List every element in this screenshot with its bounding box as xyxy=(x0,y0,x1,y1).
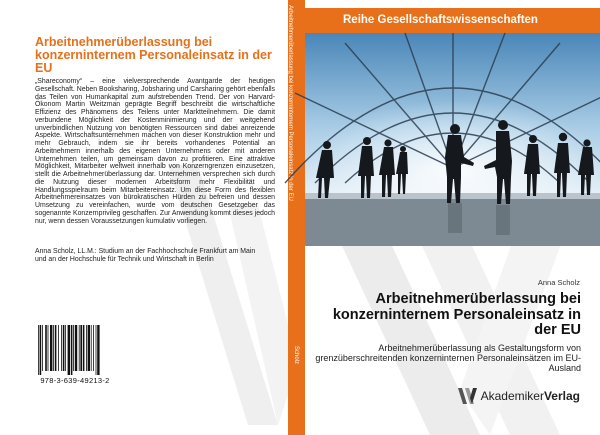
back-title: Arbeitnehmerüberlassung bei konzerninternem Personaleinsatz in der EU xyxy=(35,35,272,75)
author-bio xyxy=(35,248,280,264)
back-cover xyxy=(0,0,288,435)
barcode-bar xyxy=(93,325,94,371)
av-logo-icon xyxy=(458,388,478,404)
barcode-bar xyxy=(45,325,47,371)
barcode-bar xyxy=(71,325,73,375)
barcode-bar xyxy=(75,325,77,371)
front-title: Arbeitnehmerüberlassung bei konzerninternem Personaleinsatz in der EU xyxy=(332,291,581,338)
barcode-bar xyxy=(79,325,80,371)
front-author: Anna Scholz xyxy=(537,278,580,287)
barcode-bar xyxy=(91,325,92,371)
publisher-logo xyxy=(458,388,580,404)
author-bio-line-1: Anna Scholz, LL.M.: Studium an der Fachhochschule Frankfurt am Main xyxy=(35,248,256,255)
cover-photo xyxy=(305,33,600,246)
barcode-bar xyxy=(53,325,54,371)
barcode-bar xyxy=(58,325,59,371)
author-bio-line-2: und an der Hochschule für Technik und Wirtschaft in Berlin xyxy=(35,256,214,263)
barcode-bar xyxy=(96,325,97,375)
barcode-bar xyxy=(48,325,49,371)
publisher-prefix: Akademiker xyxy=(480,389,544,403)
barcode-bar xyxy=(65,325,66,371)
front-subtitle: Arbeitnehmerüberlassung als Gestaltungsform von grenzüberschreitenden konzerninternen Personaleinsätzen im EU-Ausland xyxy=(315,343,581,373)
barcode-bar xyxy=(63,325,65,371)
spine-title: Arbeitnehmerüberlassung bei konzerninternem Personaleinsatz in der EU xyxy=(287,5,293,201)
barcode-bar xyxy=(38,325,39,375)
barcode-icon xyxy=(34,323,116,375)
blurb-text: „Shareconomy“ – eine vielversprechende Avantgarde der heutigen Gesellschaft. Neben Booksharing, Jobsharing und Carsharing gehört ebenfalls das Teilen von Humankapital zum aufstrebenden Trend. Der von Harvard-Ökonom Martin Weitzman geprägte Begriff beschreibt die wirtschaftliche Effizienz des Phänomens des Teilens unter Marktteilnehmern. Die damit verbundene Möglichkeit der Kostenminimierung und der weitgehend unverbindlichen Nutzung von benötigten Ressourcen sind dabei anreizende Aspekte. Wirtschaftsunternehmen machen von dieser Konstruktion mehr und mehr Gebrauch, indem sie ihr bereits vorhandenes Potential an Arbeitnehmern innerhalb des eigenen Unternehmens oder mit anderen Unternehmen teilen, um gemeinsam davon zu profitieren. Eine attraktive Möglichkeit, Mitarbeiter weltweit innerhalb von Konzerngrenzen einzusetzen, stellt die Arbeitnehmerüberlassung dar. Unternehmen versprechen sich durch die Nutzung dieser modernen Arbeitsform mehr Flexibilität und Handlungsspielraum beim Mitarbeitereinsatz. Um diese Form des flexiblen Arbeitnehmereinsatzes von bürokratischen Hürden zu befreien und dessen Umsetzung zu vereinfachen, wurde vom deutschen Gesetzgeber das sogenannte Konzernprivileg geschaffen. Zur Anwendung kommt dieses jedoch nur, wenn dessen Voraussetzungen kumulativ vorliegen. xyxy=(35,78,275,225)
barcode-bar xyxy=(40,325,42,375)
barcode-bar xyxy=(61,325,62,371)
series-bar xyxy=(305,8,600,33)
spine-author: Scholz xyxy=(293,345,299,364)
publisher-suffix: Verlag xyxy=(543,389,580,403)
back-blurb xyxy=(35,78,275,270)
front-cover xyxy=(305,0,600,435)
business-people-photo-icon xyxy=(305,33,600,246)
barcode-bar xyxy=(73,325,74,371)
barcode-bar xyxy=(68,325,70,375)
barcode xyxy=(34,323,114,395)
barcode-bar xyxy=(83,325,85,371)
series-label: Reihe Gesellschaftswissenschaften xyxy=(343,14,538,26)
barcode-bar xyxy=(80,325,82,371)
isbn-number: 978-3-639-49213-2 xyxy=(40,376,110,385)
barcode-bar xyxy=(88,325,90,371)
barcode-bar xyxy=(50,325,52,371)
barcode-bar xyxy=(97,325,99,375)
publisher-name xyxy=(481,389,580,403)
barcode-bar xyxy=(86,325,87,371)
barcode-bar xyxy=(55,325,57,371)
barcode-bar xyxy=(42,325,43,371)
spine xyxy=(288,0,305,435)
